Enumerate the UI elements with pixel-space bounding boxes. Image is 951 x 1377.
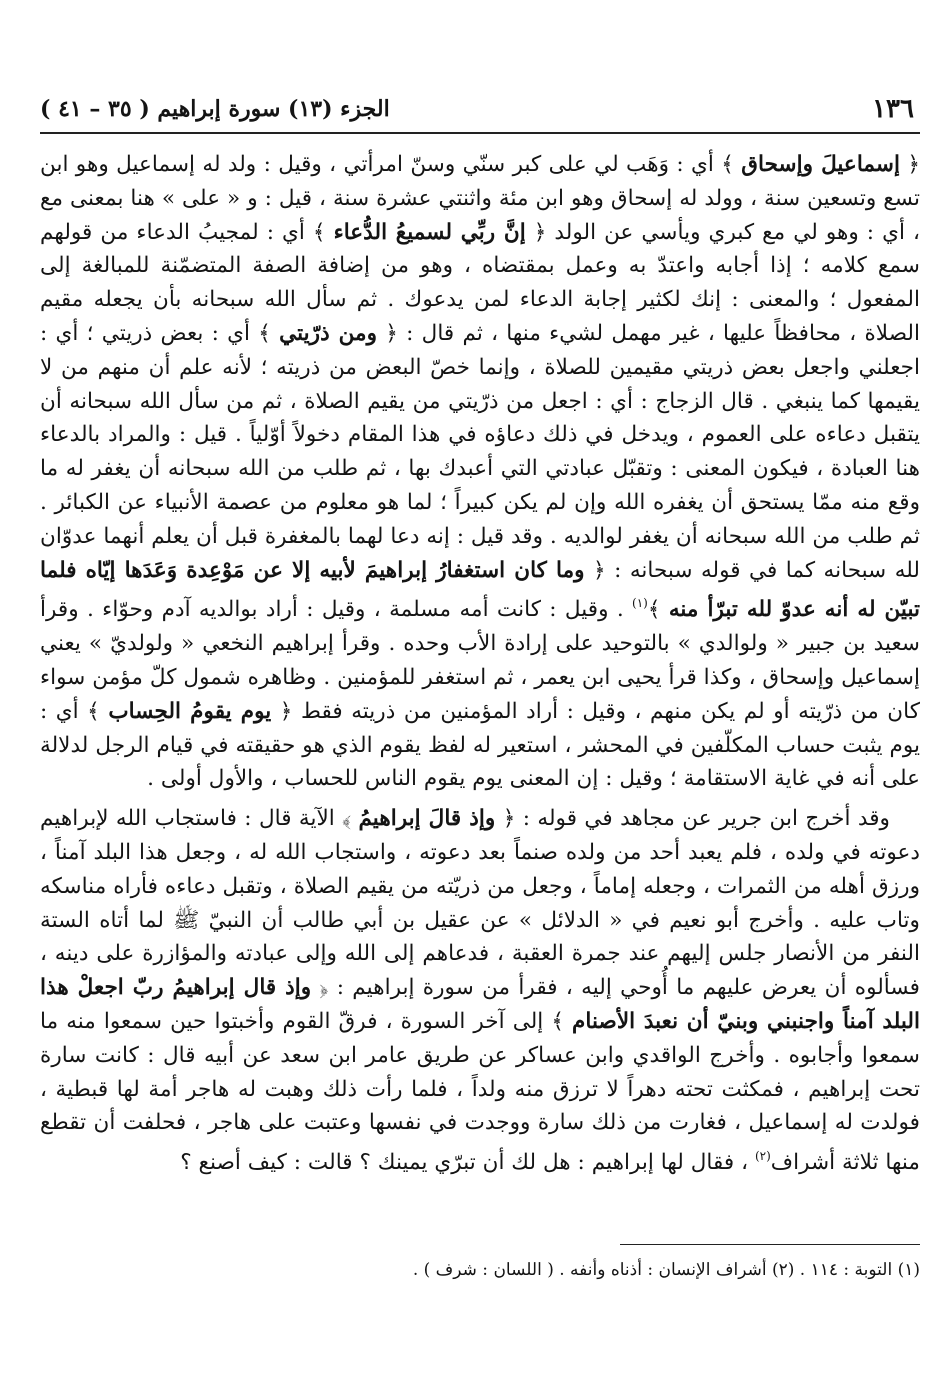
quran-quote: ومن ذرّيتي (279, 320, 378, 346)
text-run: ﴾ (647, 597, 669, 623)
paragraph-1 (40, 148, 920, 796)
footnote-ref: (١) (632, 596, 648, 611)
page-number: ١٣٦ (872, 94, 914, 124)
main-text (40, 148, 920, 1180)
paragraph-2 (40, 802, 920, 1180)
quran-quote: وإذ قال إبراهيمُ ربّ اجعلْ هذا البلد آمناً واجنبني وبنيّ أن نعبدَ الأصنام (40, 975, 920, 1034)
quran-quote: إنَّ ربِّي لسميعُ الدُّعاء (333, 219, 526, 245)
text-run: ﴾ أي : يوم يثبت حساب المكلّفين في المحشر ، استعير له لفظ يقوم الذي هو حقيقته في قيام الرجل لدلالة على أنه في غاية الاستقامة ؛ وقيل : إن المعنى يوم يقوم الناس للحساب ، والأول أولى . (40, 698, 920, 792)
text-run: . وقيل : كانت أمه مسلمة ، وقيل : أراد بوالديه آدم وحوّاء . وقرأ سعيد بن جبير « ولوالدي » بالتوحيد على إرادة الأب وحده . وقرأ إبراهيم النخعي « ولولديّ » يعني إسماعيل وإسحاق ، وكذا قرأ يحيى ابن يعمر ، ثم استغفر للمؤمنين . وظاهره شمول كلّ مؤمن سواء كان من ذرّيته أو لم يكن منهم ، وقيل : أراد المؤمنين من ذريته فقط (40, 597, 920, 724)
quran-quote: وإذ قالَ إبراهيمُ (358, 806, 496, 832)
quran-quote: وما كان استغفارُ إبراهيمَ لأبيه إلا عن مَوْعِدة وَعَدَها إيّاه فلما تبيّن له أنه عدوّ لله تبرّأ منه (40, 557, 920, 623)
text-run: ﴿ (525, 219, 547, 245)
text-run: ﴿ (271, 698, 293, 724)
text-run: ، فقال لها إبراهيم : هل لك أن تبرّي يمينك ؟ قالت : كيف أصنع ؟ (180, 1150, 755, 1176)
quran-quote: إسماعيلَ وإسحاق (741, 152, 900, 177)
text-run: ﴾ أي : وَهَب لي على كبر سنّي وسنّ امرأتي ، وقيل : ولد له إسماعيل وهو ابن تسع وتسعين سنة ، وولد له إسحاق وهو ابن مئة واثنتي عشرة سنة ، قيل : و « على » هنا بمعنى مع ، أي : وهو لي مع كبري ويأسي عن الولد (40, 152, 920, 245)
quran-quote: يوم يقومُ الحِساب (108, 698, 272, 724)
text-run: ﴾ الآية قال : فاستجاب الله لإبراهيم دعوته في ولده ، فلم يعبد أحد من ولده صنماً بعد دعوته ، واستجاب الله له ، وجعل هذا البلد آمناً ، ورزق أهله من الثمرات ، وجعله إماماً ، وجعل من ذريّته من يقيم الصلاة ، وتقبل دعاءه فأراه مناسكه وتاب عليه . وأخرج أبو نعيم في « الدلائل » عن عقيل بن أبي طالب أن النبيّ ﷺ لما أتاه الستة النفر من الأنصار جلس إليهم عند جمرة العقبة ، فدعاهم إلى الله وإلى عبادته والمؤازرة على دينه ، فسألوه أن يعرض عليهم ما أُوحي إليه ، فقرأ من سورة إبراهيم : (40, 806, 920, 1001)
text-run: ﴾ أي : بعض ذريتي ؛ أي : اجعلني واجعل بعض ذريتي مقيمين للصلاة ، وإنما خصّ البعض من ذريته ؛ لأنه علم أن منهم من لا يقيمها كما ينبغي . قال الزجاج : أي : اجعل من ذرّيتي من يقيم الصلاة ، ثم من سأل الله سبحانه أن يتقبل دعاءه على العموم ، ويدخل في ذلك دعاؤه في هذا المقام دخولاً أوّلياً . قيل : والمراد بالدعاء هنا العبادة ، فيكون المعنى : وتقبّل عبادتي التي أعبدك بها ، ثم طلب من الله سبحانه أن يغفر له ما وقع منه ممّا يستحق أن يغفره الله وإن لم يكن كبيراً ؛ لما هو معلوم من عصمة الأنبياء عن الكبائر . ثم طلب من الله سبحانه أن يغفر لوالديه . وقد قيل : إنه دعا لهما بالمغفرة قبل أن يعلم أنهما عدوّان لله سبحانه كما في قوله سبحانه : (39, 320, 920, 583)
text-run: ﴿ (584, 557, 606, 583)
text-run: ﴿ (377, 320, 398, 346)
text-run: ﴿ (899, 152, 920, 177)
footnote-rule (620, 1244, 920, 1245)
page-header (40, 92, 920, 128)
text-run: ﴾ أي : لمجيبُ الدعاء من قولهم سمع كلامه ؛ إذا أجابه واعتدّ به وعمل بمقتضاه ، وهو من إضافة الصفة المتضمّنة للمبالغة إلى المفعول ؛ والمعنى : إنك لكثير إجابة الدعاء لمن يدعوك . ثم سأل الله سبحانه بأن يجعله مقيم الصلاة ، محافظاً عليها ، غير مهمل لشيء منها ، ثم قال : (40, 219, 920, 346)
text-run: ﴿ (495, 806, 516, 832)
book-page (40, 92, 920, 1322)
text-run: ﴿ (311, 975, 329, 1001)
header-rule (40, 132, 920, 134)
footnote-ref: (٢) (754, 1149, 771, 1164)
text-run: وقد أخرج ابن جرير عن مجاهد في قوله : (515, 806, 890, 832)
footnotes: (١) التوبة : ١١٤ . (٢) أشراف الإنسان : أذناه وأنفه . ( اللسان : شرف ) . (412, 1260, 920, 1280)
text-run: ﴾ إلى آخر السورة ، فرقّ القوم وأخبتوا حين سمعوا منه ما سمعوا وأجابوه . وأخرج الواقدي وابن عساكر عن طريق عامر ابن سعد عن أبيه قال : كانت سارة تحت إبراهيم ، فمكثت تحته دهراً لا ترزق منه ولداً ، فلما رأت ذلك وهبت له هاجر أمة لها قبطية ، فولدت له إسماعيل ، فغارت من ذلك سارة ووجدت في نفسها وعتبت على هاجر ، فحلفت أن تقطع منها ثلاثة أشراف (40, 1008, 920, 1176)
running-title: الجزء (١٣) سورة إبراهيم ( ٣٥ – ٤١ ) (40, 96, 390, 122)
